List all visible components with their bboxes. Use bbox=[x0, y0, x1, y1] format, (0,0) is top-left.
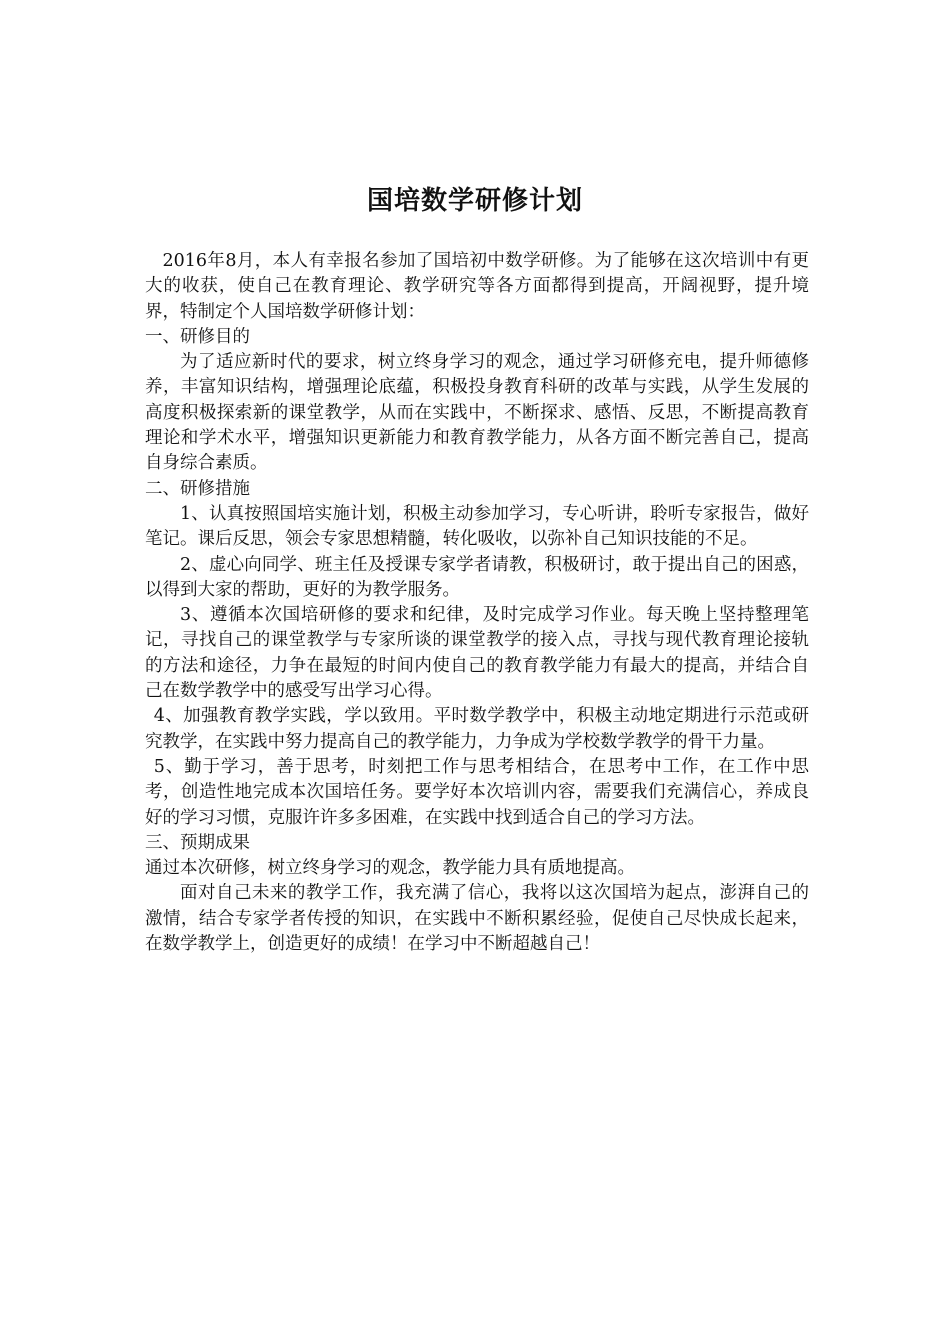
measure-item-3: 3、遵循本次国培研修的要求和纪律，及时完成学习作业。每天晚上坚持整理笔记，寻找自己的课堂教学与专家所谈的课堂教学的接入点，寻找与现代教育理论接轨的方法和途径，力争在最短的时间内使自己的教育教学能力有最大的提高，并结合自己在数学教学中的感受写出学习心得。 bbox=[145, 605, 809, 702]
measure-item-2: 2、虚心向同学、班主任及授课专家学者请教，积极研讨，敢于提出自己的困惑，以得到大家的帮助，更好的为教学服务。 bbox=[145, 554, 809, 600]
measure-item-5: 5、勤于学习，善于思考，时刻把工作与思考相结合，在思考中工作，在工作中思考，创造性地完成本次国培任务。要学好本次培训内容，需要我们充满信心，养成良好的学习习惯，克服许许多多困难，在实践中找到适合自己的学习方法。 bbox=[145, 756, 809, 828]
measure-item-4: 4、加强教育教学实践，学以致用。平时数学教学中，积极主动地定期进行示范或研究教学，在实践中努力提高自己的教学能力，力争成为学校数学教学的骨干力量。 bbox=[145, 706, 809, 752]
goals-paragraph: 为了适应新时代的要求，树立终身学习的观念，通过学习研修充电，提升师德修养，丰富知识结构，增强理论底蕴，积极投身教育科研的改革与实践，从学生发展的高度积极探索新的课堂教学，从而在实践中，不断探求、感悟、反思，不断提高教育理论和学术水平，增强知识更新能力和教育教学能力，从各方面不断完善自己，提高自身综合素质。 bbox=[145, 352, 809, 474]
section-heading-measures: 二、研修措施 bbox=[145, 478, 250, 499]
closing-paragraph: 面对自己未来的教学工作，我充满了信心，我将以这次国培为起点，澎湃自己的激情，结合专家学者传授的知识，在实践中不断积累经验，促使自己尽快成长起来，在数学教学上，创造更好的成绩！在学习中不断超越自己！ bbox=[145, 883, 809, 955]
measure-item-1: 1、认真按照国培实施计划，积极主动参加学习，专心听讲，聆听专家报告，做好笔记。课后反思，领会专家思想精髓，转化吸收，以弥补自己知识技能的不足。 bbox=[145, 503, 809, 550]
intro-paragraph: 2016年8月，本人有幸报名参加了国培初中数学研修。为了能够在这次培训中有更大的收获，使自己在教育理论、教学研究等各方面都得到提高，开阔视野，提升境界，特制定个人国培数学研修计划： bbox=[145, 251, 809, 322]
document-title: 国培数学研修计划 bbox=[366, 186, 583, 216]
section-heading-goals: 一、研修目的 bbox=[145, 326, 250, 347]
document-body bbox=[145, 249, 809, 957]
outcomes-paragraph: 通过本次研修，树立终身学习的观念，教学能力具有质地提高。 bbox=[145, 858, 635, 879]
section-heading-outcomes: 三、预期成果 bbox=[145, 832, 250, 853]
